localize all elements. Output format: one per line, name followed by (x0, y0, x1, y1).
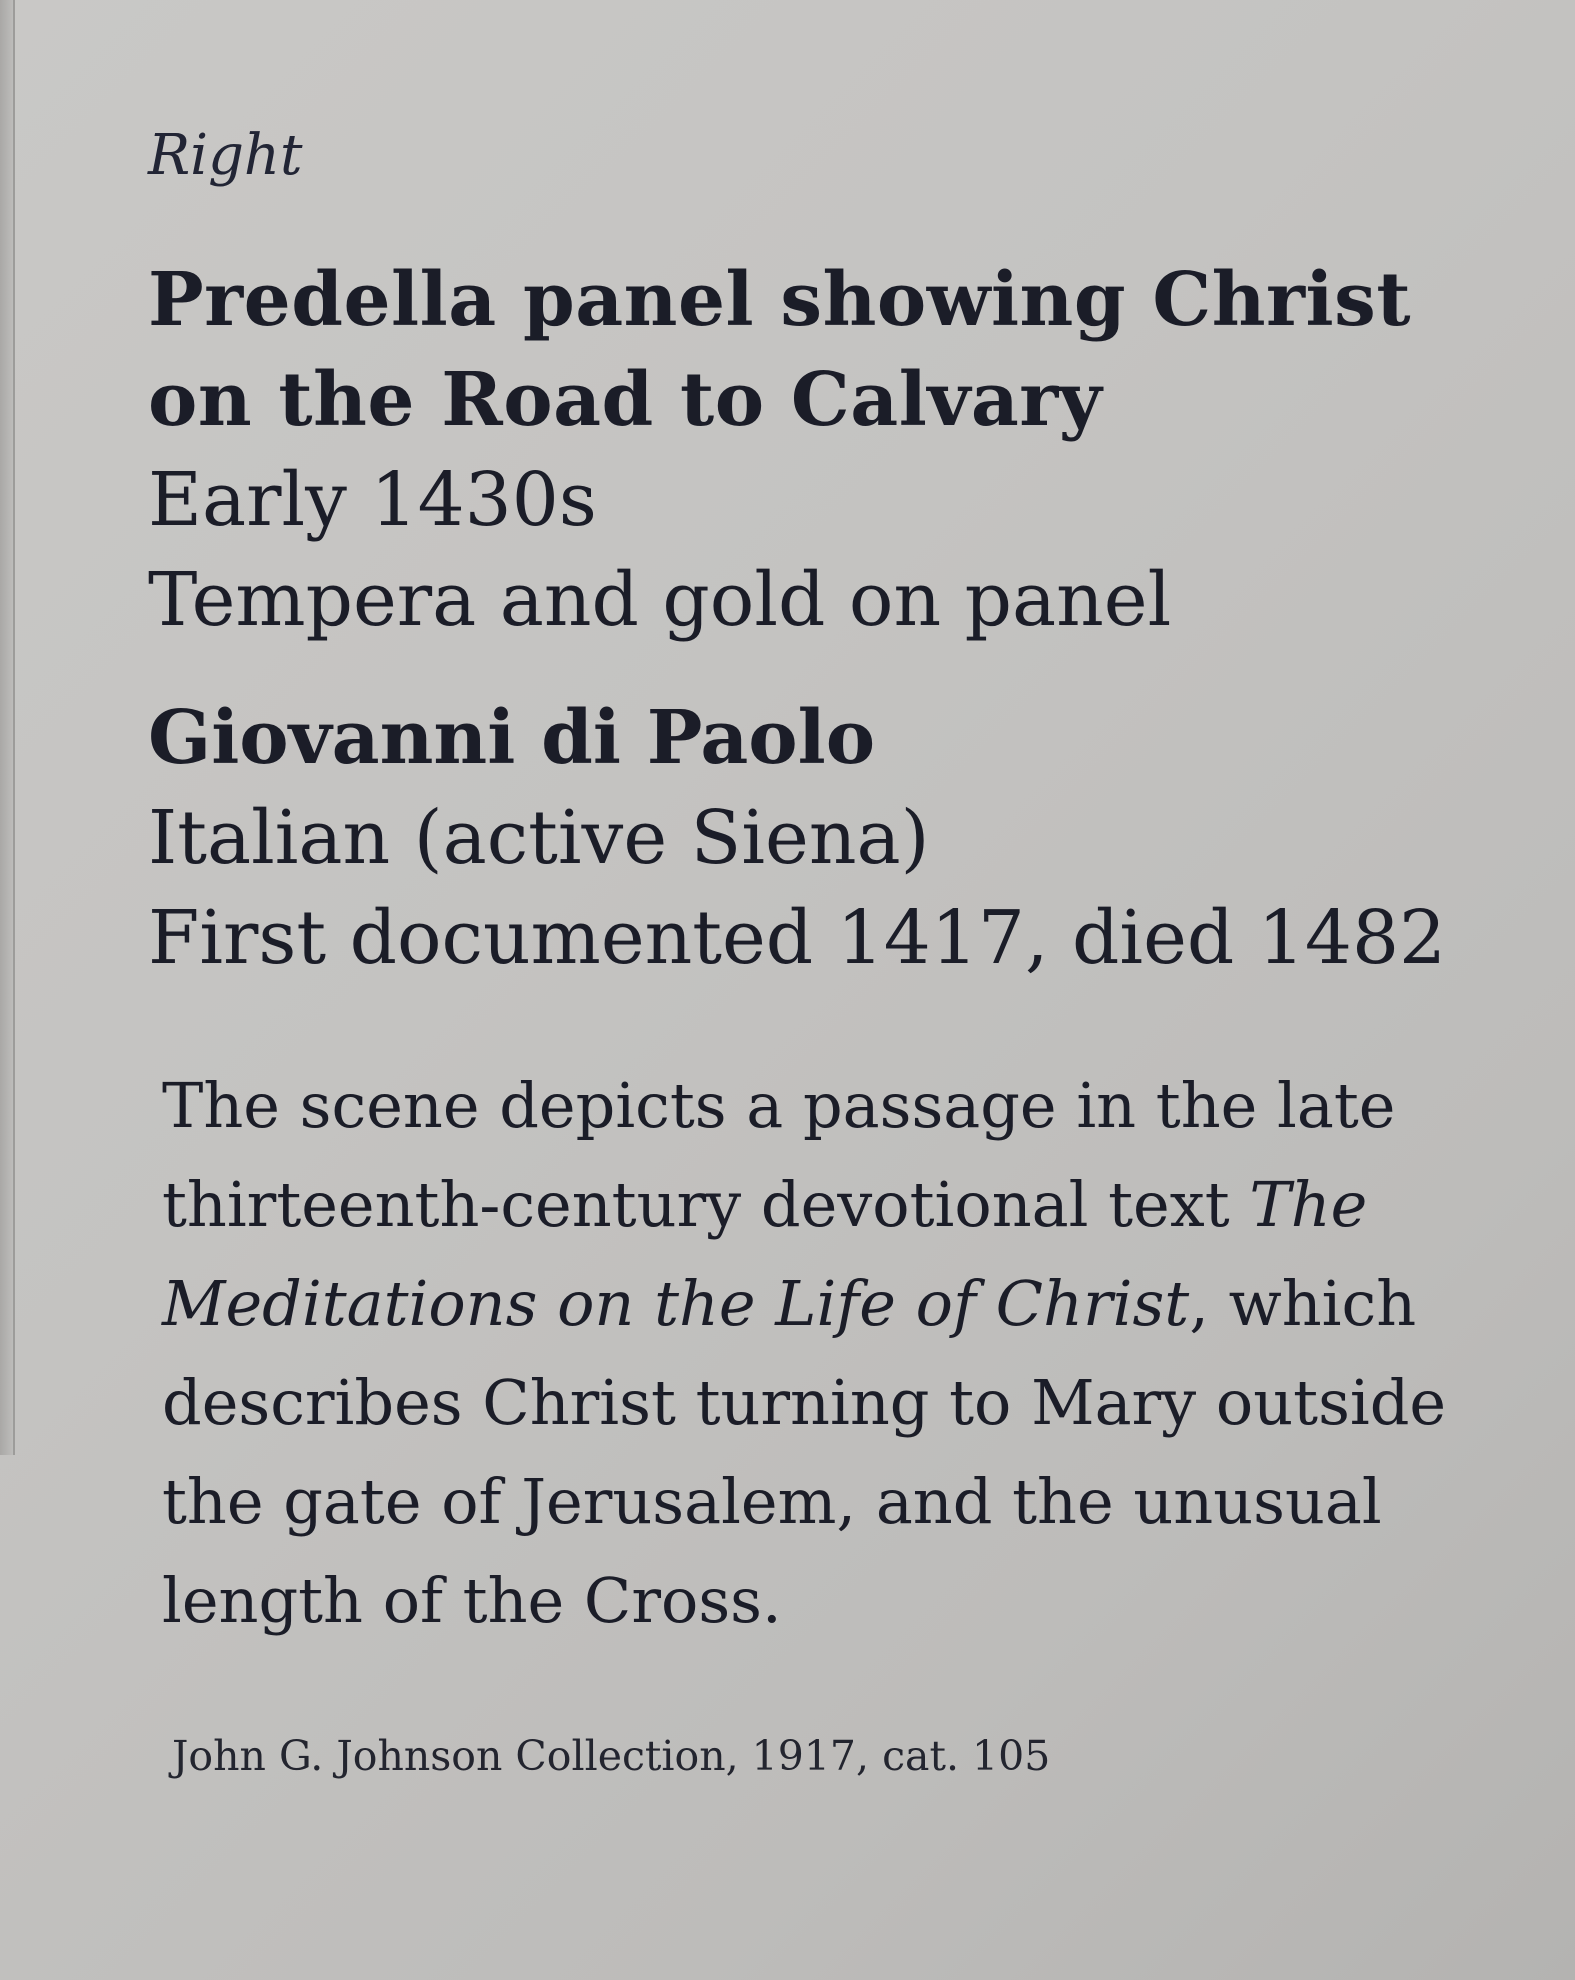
wall-edge-line (13, 0, 15, 1455)
artwork-title-line-2: on the Road to Calvary (148, 357, 1103, 443)
wall-edge (0, 0, 14, 1455)
position-note: Right (148, 123, 303, 188)
artwork-medium: Tempera and gold on panel (148, 557, 1172, 643)
description-text-start: The scene depicts a passage in the late thirteenth-century devotional text (162, 1069, 1396, 1241)
artwork-title-line-1: Predella panel showing Christ (148, 257, 1411, 343)
museum-label (148, 120, 1468, 1784)
description-text-end: , which describes Christ turning to Mary outside the gate of Jerusalem, and the unusual length of the Cross. (162, 1267, 1447, 1637)
artwork-date: Early 1430s (148, 457, 597, 543)
artist-nationality: Italian (active Siena) (148, 795, 930, 881)
artist-dates: First documented 1417, died 1482 (148, 895, 1447, 981)
credit-line: John G. Johnson Collection, 1917, cat. 105 (172, 1732, 1051, 1780)
artwork-description (162, 1056, 1492, 1650)
description-book-title: The Meditations on the Life of Christ (162, 1168, 1368, 1340)
artist-name: Giovanni di Paolo (148, 695, 876, 781)
